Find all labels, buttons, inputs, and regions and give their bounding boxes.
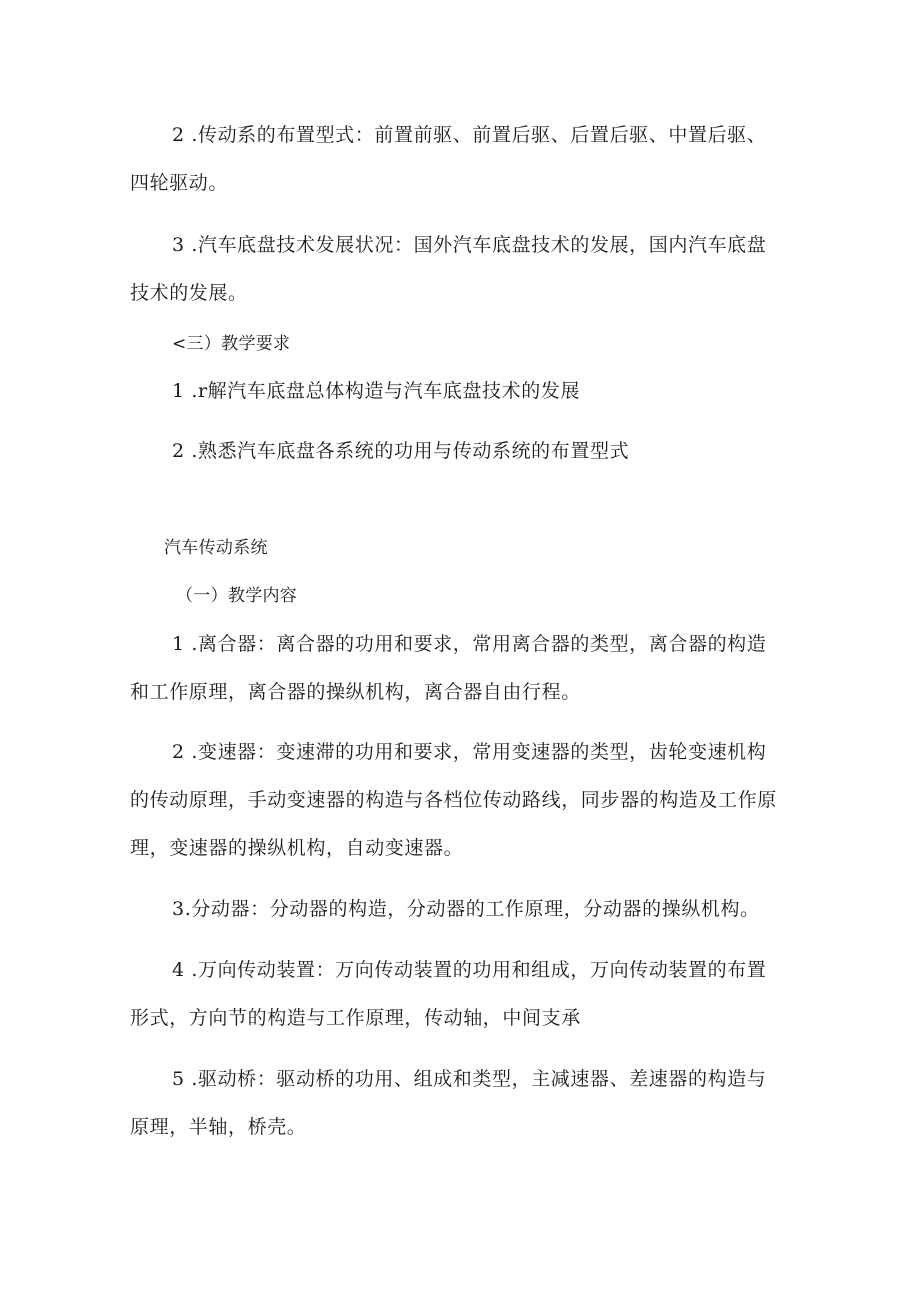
paragraph-line: 1 .离合器：离合器的功用和要求，常用离合器的类型，离合器的构造: [172, 633, 767, 655]
paragraph-line: 5 .驱动桥：驱动桥的功用、组成和类型，主减速器、差速器的构造与: [172, 1068, 767, 1090]
paragraph-line: 技术的发展。: [130, 282, 248, 304]
paragraph-line: 2 .变速器：变速滞的功用和要求，常用变速器的类型，齿轮变速机构: [172, 741, 767, 763]
list-item: 1 .r解汽车底盘总体构造与汽车底盘技术的发展: [172, 380, 581, 402]
paragraph-line: 理，变速器的操纵机构，自动变速器。: [130, 837, 464, 859]
paragraph-line: 3.分动器：分动器的构造，分动器的工作原理，分动器的操纵机构。: [172, 898, 760, 920]
section-heading: <三）教学要求: [172, 334, 291, 354]
paragraph-line: 4 .万向传动装置：万向传动装置的功用和组成，万向传动装置的布置: [172, 959, 767, 981]
paragraph-line: 的传动原理，手动变速器的构造与各档位传动路线，同步器的构造及工作原: [130, 789, 777, 811]
paragraph-line: 四轮驱动。: [130, 172, 229, 194]
paragraph-line: 形式，方向节的构造与工作原理，传动轴，中间支承: [130, 1007, 581, 1029]
paragraph-line: 和工作原理，离合器的操纵机构，离合器自由行程。: [130, 681, 581, 703]
list-item: 2 .熟悉汽车底盘各系统的功用与传动系统的布置型式: [172, 440, 630, 462]
section-heading: （一）教学内容: [176, 586, 298, 606]
paragraph-line: 原理，半轴，桥壳。: [130, 1116, 307, 1138]
paragraph-line: 2 .传动系的布置型式：前置前驱、前置后驱、后置后驱、中置后驱、: [172, 124, 767, 146]
paragraph-line: 3 .汽车底盘技术发展状况：国外汽车底盘技术的发展，国内汽车底盘: [172, 234, 767, 256]
chapter-title: 汽车传动系统: [164, 538, 268, 558]
